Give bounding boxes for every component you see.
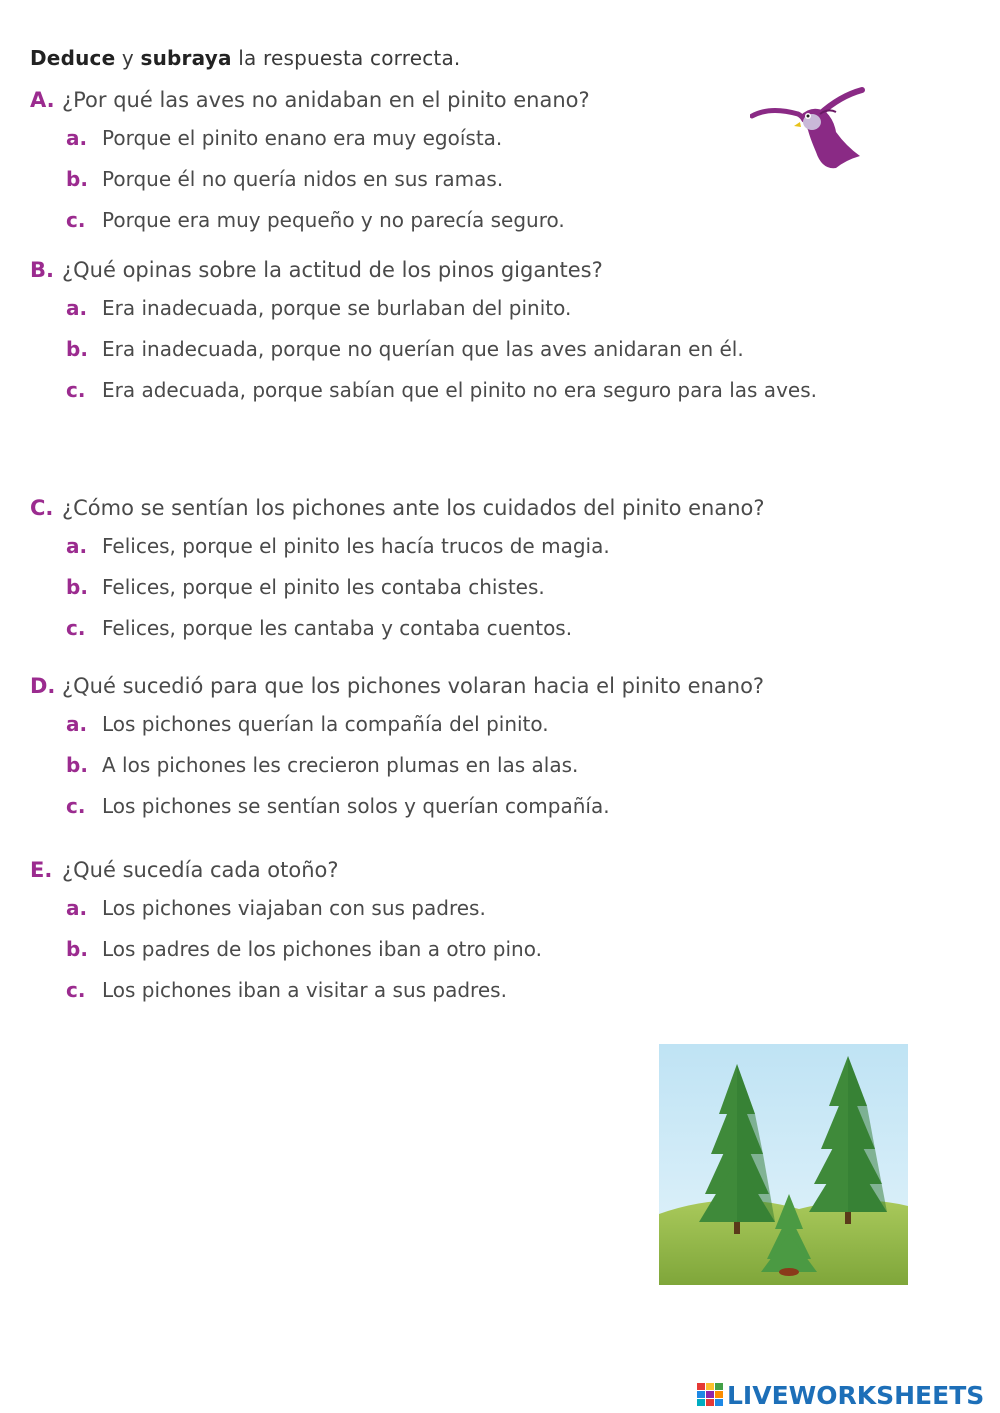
question-text: ¿Qué sucedía cada otoño? <box>62 858 339 882</box>
option-b[interactable] <box>66 751 910 780</box>
instruction <box>30 46 460 70</box>
option-letter: b. <box>66 167 88 191</box>
question-letter: E. <box>30 858 53 882</box>
option-c[interactable] <box>66 376 910 405</box>
option-letter: a. <box>66 534 88 558</box>
brand-text: LIVEWORKSHEETS <box>727 1380 985 1410</box>
option-text[interactable]: Felices, porque les cantaba y contaba cuentos. <box>102 616 573 640</box>
question-letter: C. <box>30 496 54 520</box>
option-c[interactable] <box>66 614 910 643</box>
option-b[interactable] <box>66 335 910 364</box>
option-letter: a. <box>66 296 88 320</box>
instruction-rest: la respuesta correcta. <box>231 46 461 70</box>
option-letter: c. <box>66 378 86 402</box>
liveworksheets-brand <box>697 1380 984 1410</box>
option-b[interactable] <box>66 573 910 602</box>
option-c[interactable] <box>66 976 910 1005</box>
option-text[interactable]: A los pichones les crecieron plumas en las alas. <box>102 753 579 777</box>
question-d <box>30 672 910 833</box>
question-text: ¿Por qué las aves no anidaban en el pinito enano? <box>62 88 590 112</box>
option-letter: a. <box>66 896 88 920</box>
option-letter: b. <box>66 753 88 777</box>
option-text[interactable]: Los pichones viajaban con sus padres. <box>102 896 486 920</box>
question-letter: B. <box>30 258 54 282</box>
option-text[interactable]: Los pichones iban a visitar a sus padres. <box>102 978 507 1002</box>
instruction-bold-subraya: subraya <box>140 46 232 70</box>
option-a[interactable] <box>66 294 910 323</box>
option-text[interactable]: Los pichones se sentían solos y querían compañía. <box>102 794 610 818</box>
option-a[interactable] <box>66 124 910 153</box>
option-letter: c. <box>66 794 86 818</box>
question-c <box>30 494 910 655</box>
option-b[interactable] <box>66 935 910 964</box>
option-letter: a. <box>66 126 88 150</box>
option-text[interactable]: Porque el pinito enano era muy egoísta. <box>102 126 503 150</box>
pine-trees-illustration <box>659 1044 908 1285</box>
option-text[interactable]: Felices, porque el pinito les hacía trucos de magia. <box>102 534 610 558</box>
question-letter: D. <box>30 674 56 698</box>
option-text[interactable]: Era inadecuada, porque se burlaban del pinito. <box>102 296 572 320</box>
question-letter: A. <box>30 88 55 112</box>
option-text[interactable]: Felices, porque el pinito les contaba chistes. <box>102 575 545 599</box>
question-text: ¿Qué sucedió para que los pichones volaran hacia el pinito enano? <box>62 674 765 698</box>
option-text[interactable]: Porque era muy pequeño y no parecía seguro. <box>102 208 565 232</box>
option-a[interactable] <box>66 532 910 561</box>
option-text[interactable]: Porque él no quería nidos en sus ramas. <box>102 167 504 191</box>
question-e <box>30 856 910 1017</box>
option-letter: c. <box>66 208 86 232</box>
instruction-connector: y <box>115 46 141 70</box>
option-text[interactable]: Era adecuada, porque sabían que el pinito no era seguro para las aves. <box>102 378 817 402</box>
option-letter: b. <box>66 337 88 361</box>
option-a[interactable] <box>66 894 910 923</box>
option-text[interactable]: Los padres de los pichones iban a otro pino. <box>102 937 542 961</box>
option-letter: a. <box>66 712 88 736</box>
option-c[interactable] <box>66 792 910 821</box>
liveworksheets-logo-icon <box>697 1383 723 1407</box>
question-text: ¿Qué opinas sobre la actitud de los pinos gigantes? <box>62 258 603 282</box>
question-text: ¿Cómo se sentían los pichones ante los cuidados del pinito enano? <box>62 496 765 520</box>
option-letter: c. <box>66 616 86 640</box>
option-c[interactable] <box>66 206 910 235</box>
option-text[interactable]: Los pichones querían la compañía del pinito. <box>102 712 549 736</box>
option-b[interactable] <box>66 165 910 194</box>
question-a <box>30 86 910 247</box>
option-letter: b. <box>66 575 88 599</box>
option-a[interactable] <box>66 710 910 739</box>
question-b <box>30 256 910 417</box>
option-letter: b. <box>66 937 88 961</box>
option-letter: c. <box>66 978 86 1002</box>
option-text[interactable]: Era inadecuada, porque no querían que las aves anidaran en él. <box>102 337 744 361</box>
instruction-bold-deduce: Deduce <box>30 46 116 70</box>
